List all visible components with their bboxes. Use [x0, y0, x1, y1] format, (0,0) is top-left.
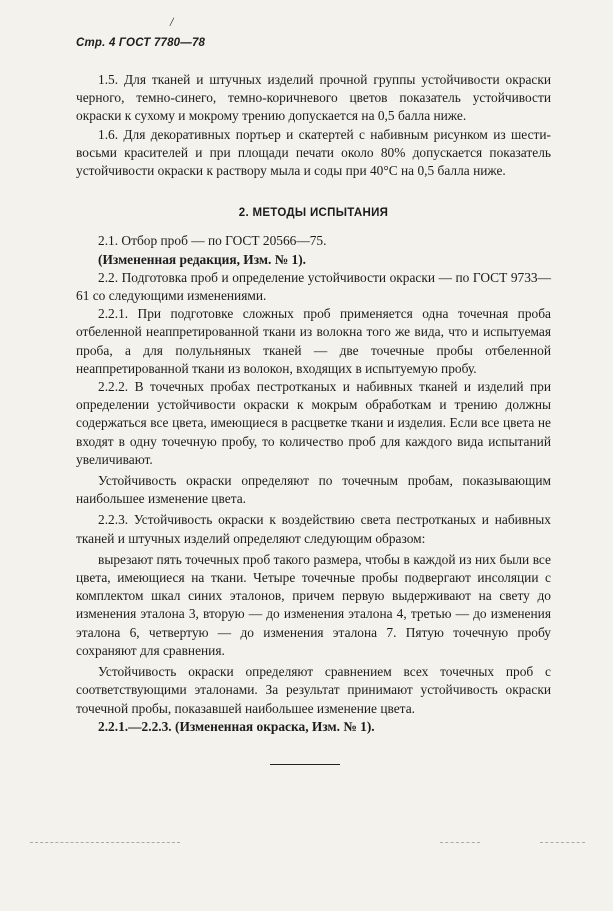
paragraph-2-2: 2.2. Подготовка проб и определение устойчивости окраски — по ГОСТ 9733—61 со следующими изменениями. — [76, 269, 551, 304]
paragraph-2-1: 2.1. Отбор проб — по ГОСТ 20566—75. — [98, 233, 327, 249]
end-rule — [270, 764, 340, 765]
paragraph-2-2-1: 2.2.1. При подготовке сложных проб применяется одна точечная проба отбеленной неаппретированной ткани из волокна того же вида, что и испытуемая проба, а для полульняных тканей — две точечные пробы отбеленной неаппретированной ткани из волокон, входящих в испытуемую пробу. — [76, 306, 551, 376]
paragraph-1-5: 1.5. Для тканей и штучных изделий прочной группы устойчивости окраски черного, темно-синего, темно-коричневого цветов показатель устойчивости окраски к сухому и мокрому трению допускается на 0,5 балла ниже. — [76, 72, 551, 124]
paragraph-2-1-note: (Измененная редакция, Изм. № 1). — [98, 251, 307, 267]
paragraph-final-note: 2.2.1.—2.2.3. (Измененная окраска, Изм. № 1). — [98, 718, 375, 734]
scan-edge-mark-far-right — [540, 842, 585, 843]
paragraph-2-2-3-procedure: вырезают пять точечных проб такого размера, чтобы в каждой из них были все цвета, имеющиеся на ткани. Четыре точечные пробы подвергают инсоляции с комплектом шкал синих эталонов, причем первую выдерживают на свету до изменения эталона 3, вторую — до изменения эталона 4, третью — до изменения эталона 6, четвертую — до изменения эталона 7. Пятую точечную пробу сохраняют для сравнения. — [76, 551, 551, 658]
paragraph-1-6: 1.6. Для декоративных портьер и скатертей с набивным рисунком из шести-восьми красителей и при площади печати около 80% допускается показатель устойчивости окраски к раствору мыла и соды при 40°С на 0,5 балла ниже. — [76, 126, 551, 179]
paragraph-2-2-3: 2.2.3. Устойчивость окраски к воздействию света пестротканых и набивных тканей и штучных изделий определяют следующим образом: — [76, 512, 551, 546]
paragraph-2-2-2-continued: Устойчивость окраски определяют по точечным пробам, показывающим наибольшее изменение цвета. — [76, 473, 551, 507]
section-title: 2. МЕТОДЫ ИСПЫТАНИЯ — [238, 207, 389, 220]
scan-edge-mark-left — [30, 842, 180, 843]
document-body — [76, 71, 551, 736]
paragraph-2-2-3-evaluation: Устойчивость окраски определяют сравнением всех точечных проб с соответствующими эталонами. За результат принимают устойчивость окраски точечной пробы, показавшей наибольшее изменение цвета. — [76, 664, 551, 716]
scan-edge-mark-right — [440, 842, 480, 843]
paragraph-2-2-2: 2.2.2. В точечных пробах пестротканых и набивных тканей и изделий при определении устойчивости окраски к мокрым обработкам и трению должны содержаться все цвета, имеющиеся в расцветке ткани и изделия. Если все цвета не входят в одну точечную пробу, то количество проб для каждого вида испытаний увеличивают. — [76, 379, 551, 467]
page-header: Стр. 4 ГОСТ 7780—78 — [76, 37, 206, 49]
top-mark: / — [169, 13, 175, 30]
